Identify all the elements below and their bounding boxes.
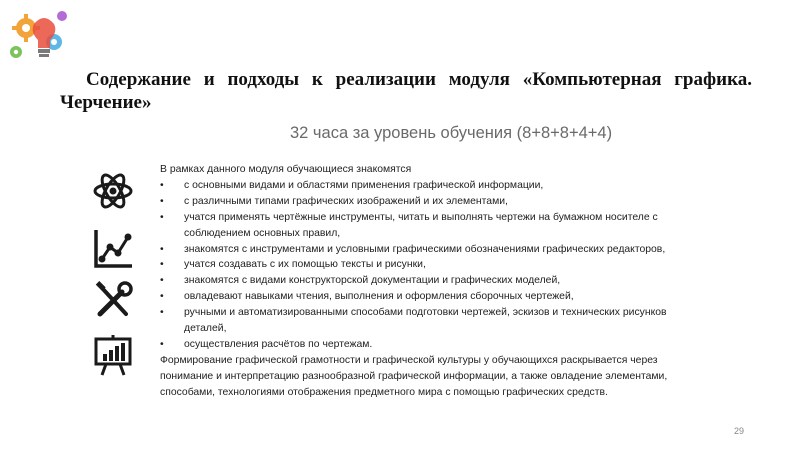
logo-bulb-gears-icon — [4, 2, 72, 70]
content-block — [160, 162, 705, 401]
bullet-item: • с основными видами и областями применения графической информации, — [160, 178, 705, 194]
bullet-item: • знакомятся с видами конструкторской документации и графических моделей, — [160, 273, 705, 289]
page-number: 29 — [734, 426, 745, 436]
conclusion-text: Формирование графической грамотности и графической культуры у обучающихся раскрывается через понимание и интерпретацию разнообразной графической информации, а также овладение элементами, способами, технологиями отображения предметного мира с помощью графических средств. — [160, 354, 668, 398]
slide-subtitle: 32 часа за уровень обучения (8+8+8+4+4) — [290, 124, 613, 142]
wrench-screwdriver-icon — [92, 280, 134, 322]
bullet-item: • учатся создавать с их помощью тексты и рисунки, — [160, 257, 705, 273]
bullet-item: • с различными типами графических изображений и их элементами, — [160, 194, 705, 210]
bullet-item: • знакомятся с инструментами и условными графическими обозначениями графических редакторов, — [160, 242, 705, 258]
bullet-item: • овладевают навыками чтения, выполнения и оформления сборочных чертежей, — [160, 289, 705, 305]
bullet-item: • осуществления расчётов по чертежам. — [160, 337, 705, 353]
presentation-board-icon — [92, 334, 134, 376]
bullet-item: • учатся применять чертёжные инструменты, читать и выполнять чертежи на бумажном носителе с соблюдением основных правил, — [160, 210, 705, 242]
intro-text: В рамках данного модуля обучающиеся знакомятся — [160, 164, 412, 175]
bullet-list — [160, 178, 705, 353]
atom-icon — [92, 170, 134, 212]
line-chart-icon — [92, 228, 134, 270]
bullet-item: • ручными и автоматизированными способами подготовки чертежей, эскизов и технических рисунков деталей, — [160, 305, 705, 337]
slide-title: Содержание и подходы к реализации модуля «Компьютерная графика. Черчение» — [60, 69, 752, 113]
